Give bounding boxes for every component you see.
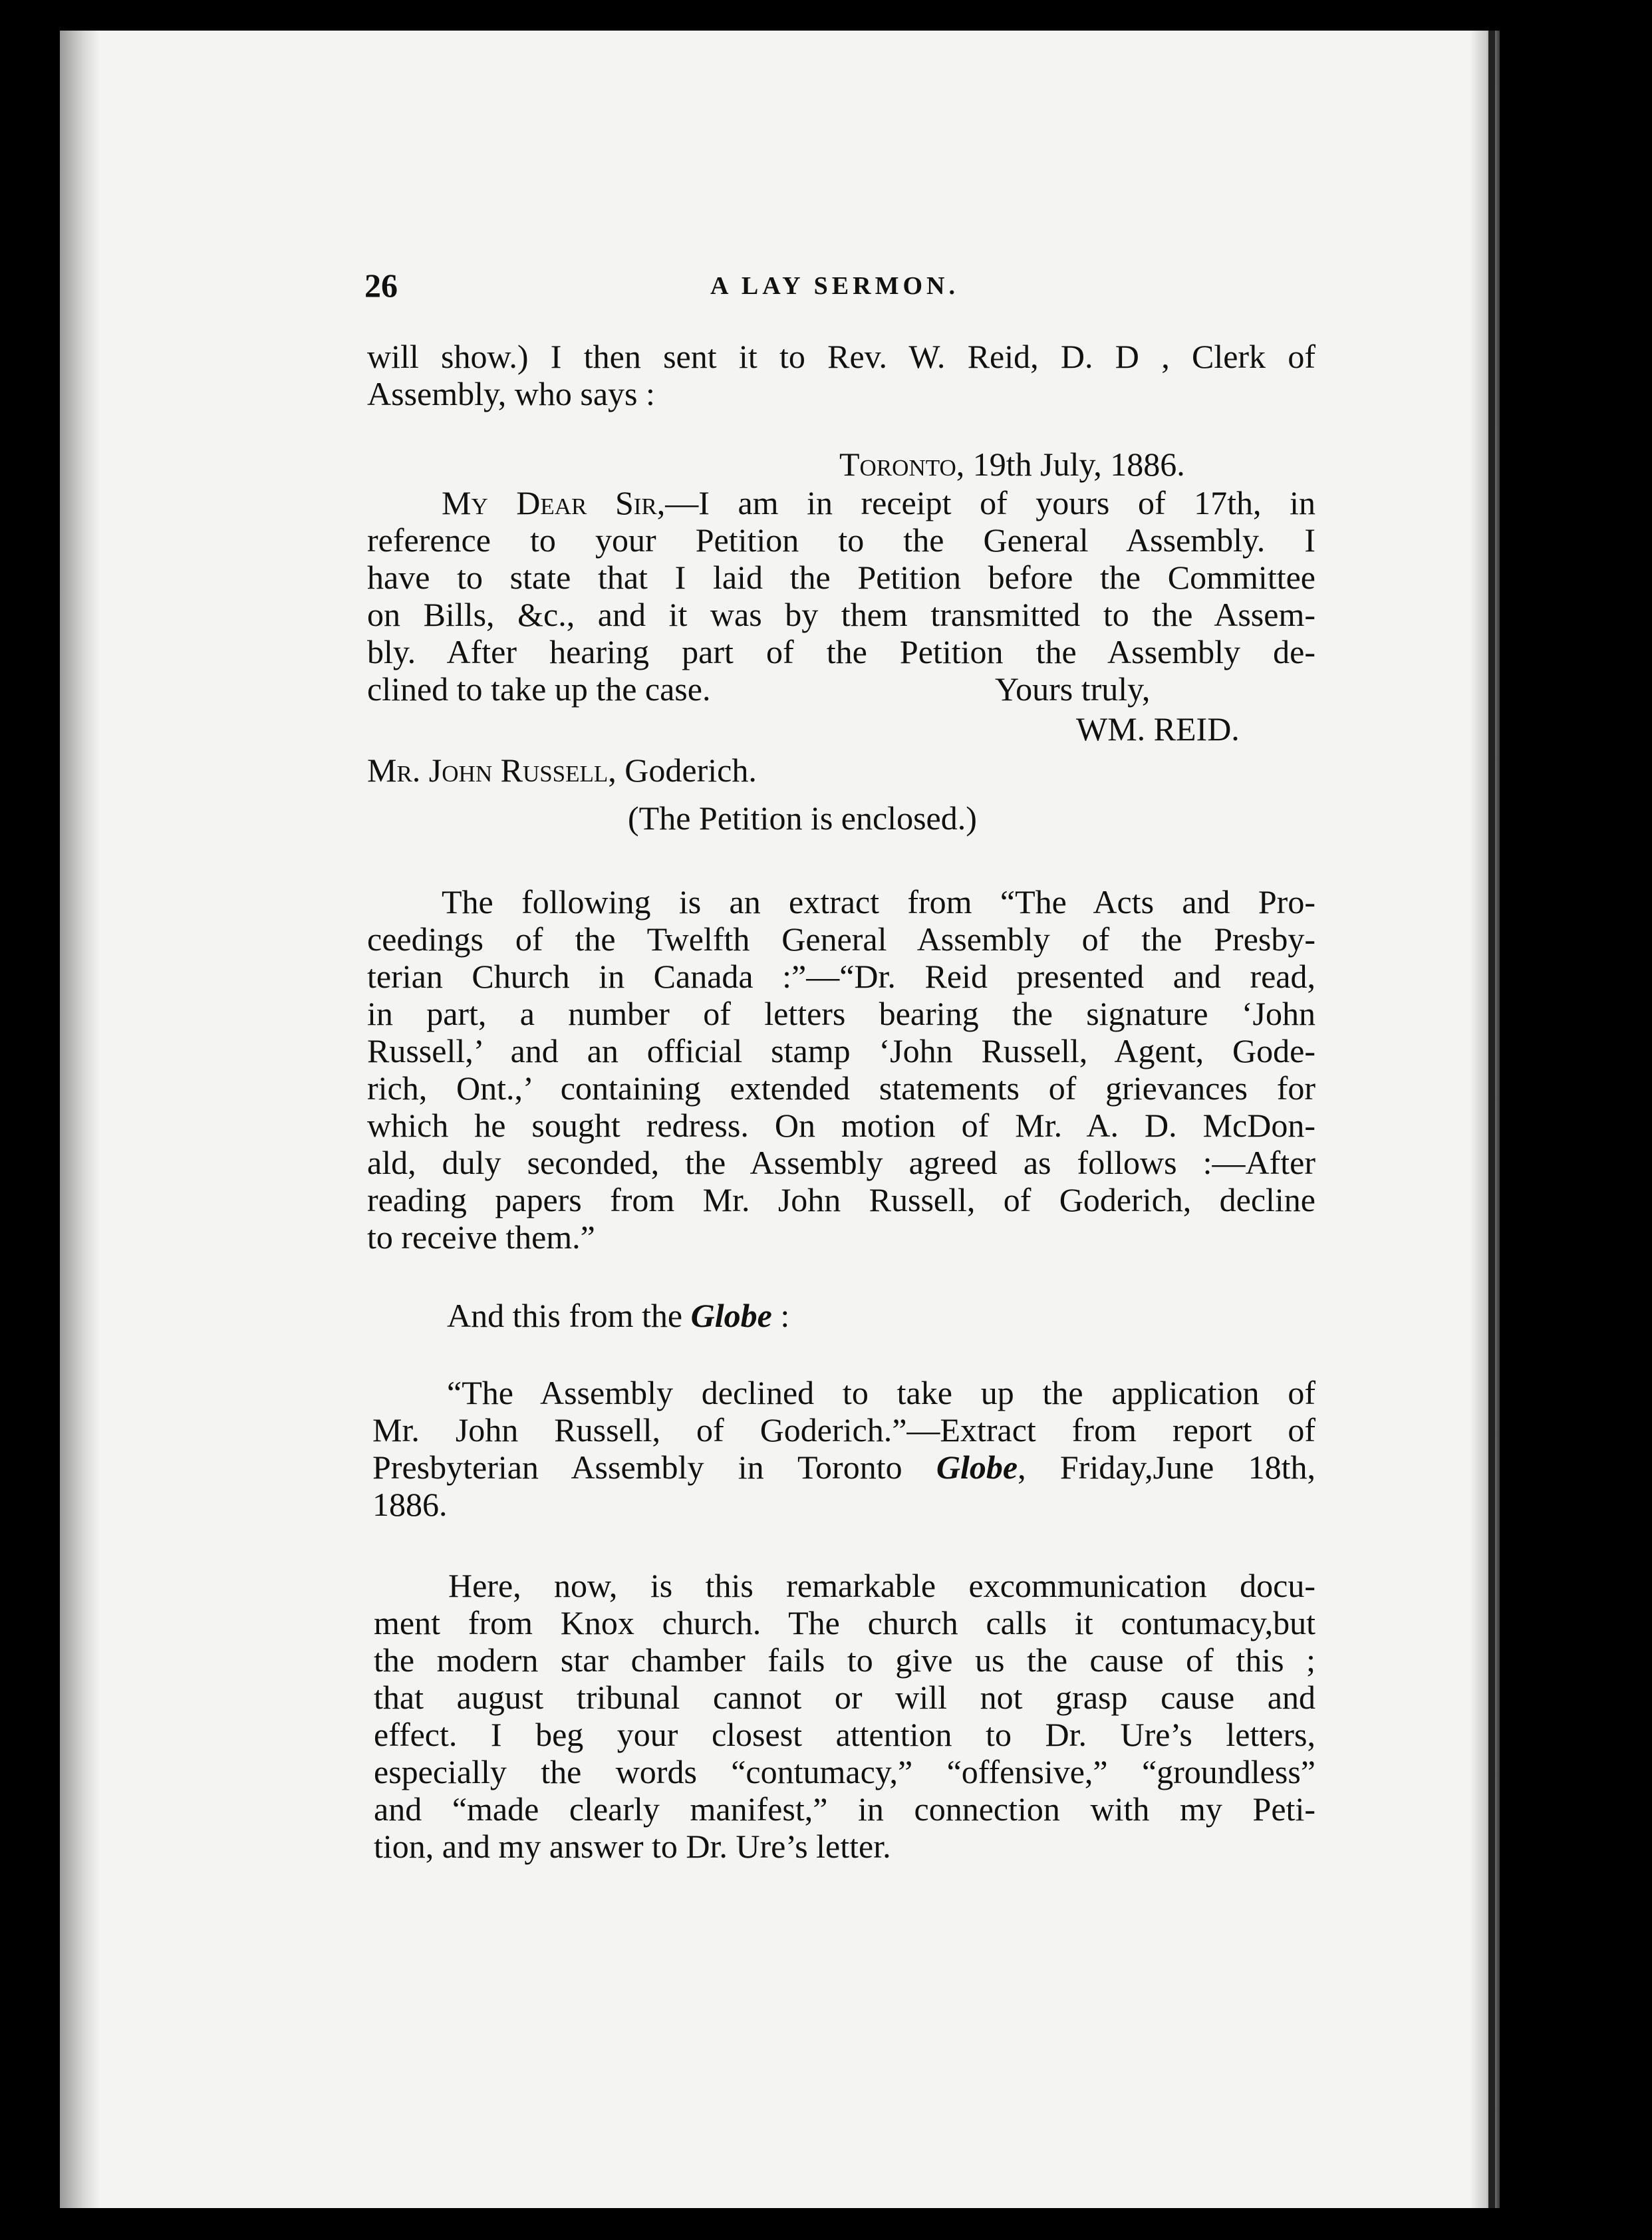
running-head: A LAY SERMON. xyxy=(710,272,959,300)
paragraph-line: “The Assembly declined to take up the application of xyxy=(447,1374,1315,1411)
page-gutter-shadow xyxy=(60,31,100,2208)
paragraph-text: Presbyterian Assembly in Toronto xyxy=(372,1449,936,1486)
letter-dateline xyxy=(839,446,1185,483)
paragraph-line: in part, a number of letters bearing the signature ‘John xyxy=(367,995,1315,1032)
paragraph-line: effect. I beg your closest attention to Dr. Ure’s letters, xyxy=(374,1716,1315,1753)
salutation: My Dear Sir xyxy=(442,484,657,521)
dateline-date: , 19th July, 1886. xyxy=(956,446,1185,483)
addressee-place: , Goderich. xyxy=(608,752,757,789)
paragraph-line: The following is an extract from “The Acts and Pro- xyxy=(442,883,1315,920)
paragraph-line: Russell,’ and an official stamp ‘John Russell, Agent, Gode- xyxy=(367,1032,1315,1069)
paragraph-line: ceedings of the Twelfth General Assembly of the Presby- xyxy=(367,920,1315,958)
paragraph-line xyxy=(372,1449,1315,1486)
letter-line: reference to your Petition to the General Assembly. I xyxy=(367,521,1315,559)
paragraph-line: rich, Ont.,’ containing extended statements of grievances for xyxy=(367,1069,1315,1107)
letter-line: on Bills, &c., and it was by them transmitted to the Assem- xyxy=(367,596,1315,633)
page-number: 26 xyxy=(364,267,398,304)
paragraph-text: : xyxy=(771,1297,790,1334)
paragraph-line: Mr. John Russell, of Goderich.”—Extract from report of xyxy=(372,1411,1315,1449)
paragraph-text: , Friday,June 18th, xyxy=(1018,1449,1315,1486)
page-right-edge xyxy=(1470,31,1500,2208)
letter-text: ,—I am in receipt of yours of 17th, in xyxy=(656,484,1315,521)
paragraph-line: Here, now, is this remarkable excommunication docu- xyxy=(448,1567,1315,1604)
paragraph-line: ment from Knox church. The church calls it contumacy,but xyxy=(374,1604,1315,1641)
paragraph-line xyxy=(447,1297,789,1334)
paragraph-line: reading papers from Mr. John Russell, of Goderich, decline xyxy=(367,1181,1315,1218)
paragraph-line: ald, duly seconded, the Assembly agreed as follows :—After xyxy=(367,1144,1315,1181)
letter-line: bly. After hearing part of the Petition the Assembly de- xyxy=(367,633,1315,670)
letter-line: clined to take up the case. xyxy=(367,670,711,708)
enclosure-note: (The Petition is enclosed.) xyxy=(628,799,977,837)
addressee-name: Mr. John Russell xyxy=(367,752,609,789)
dateline-city: Toronto xyxy=(839,446,956,483)
letter-closing: Yours truly, xyxy=(995,670,1151,708)
paragraph-line: that august tribunal cannot or will not grasp cause and xyxy=(374,1679,1315,1716)
addressee xyxy=(367,752,757,789)
paragraph-line: which he sought redress. On motion of Mr. A. D. McDon- xyxy=(367,1107,1315,1144)
globe-title: Globe xyxy=(690,1297,772,1334)
text-line: Assembly, who says : xyxy=(367,375,655,412)
globe-title: Globe xyxy=(936,1449,1018,1486)
paragraph-line: terian Church in Canada :”—“Dr. Reid presented and read, xyxy=(367,958,1315,995)
text-line: will show.) I then sent it to Rev. W. Reid, D. D , Clerk of xyxy=(367,338,1315,375)
paragraph-line: especially the words “contumacy,” “offensive,” “groundless” xyxy=(374,1753,1315,1790)
paragraph-line: to receive them.” xyxy=(367,1218,595,1256)
letter-signature: WM. REID. xyxy=(1076,710,1240,748)
letter-line xyxy=(442,484,1315,521)
page-edge-line xyxy=(1488,31,1495,2208)
paragraph-line: 1886. xyxy=(372,1486,448,1523)
paragraph-line: the modern star chamber fails to give us the cause of this ; xyxy=(374,1641,1315,1679)
paragraph-line: tion, and my answer to Dr. Ure’s letter. xyxy=(374,1828,891,1865)
paragraph-line: and “made clearly manifest,” in connection with my Peti- xyxy=(374,1790,1315,1828)
letter-line: have to state that I laid the Petition before the Committee xyxy=(367,559,1315,596)
page-header xyxy=(364,266,1269,313)
paragraph-text: And this from the xyxy=(447,1297,691,1334)
